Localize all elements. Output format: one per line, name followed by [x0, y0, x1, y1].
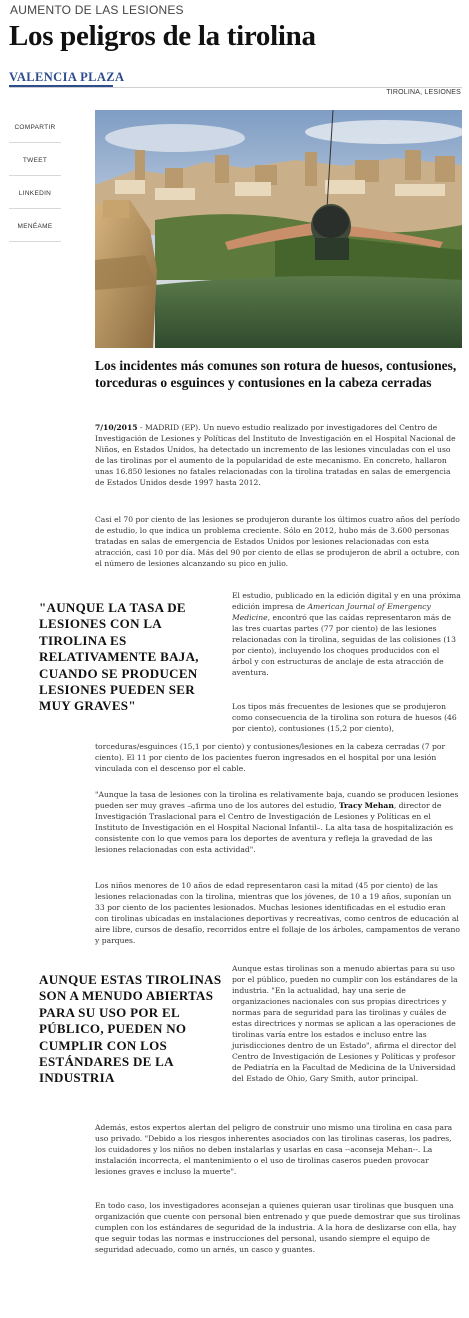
author-name: Tracy Mehan: [338, 801, 394, 810]
body-paragraph-6: Los niños menores de 10 años de edad representaron casi la mitad (45 por ciento) de las lesiones relacionadas con la tirolina, mientras que los jóvenes, de 10 a 19 años, suponían un 33 por ciento de los pacientes lesionados. Muchas lesiones identificadas en el estudio eran con tirolinas ubicadas en instalaciones deportivas y recreativas, como centros de educación al aire libre, cursos de desafío, recorridos entre el follaje de los árboles, campamentos de verano y parques.: [95, 881, 461, 945]
body-paragraph-7: Aunque estas tirolinas son a menudo abiertas para su uso por el público, pueden no cumplir con los estándares de la industria. "En la actualidad, hay una serie de organizaciones nacionales con sus propias directrices y normas para de seguridad para las tirolinas y cuáles de estas directrices y normas se aplican a las operaciones de tirolinas varía entre los estados e incluso entre las jurisdicciones dentro de un Estado", afirma el director del Centro de Investigación de Lesiones y Políticas y profesor de Pediatría en la Facultad de Medicina de la Universidad del Estado de Ohio, Gary Smith, autor principal.: [232, 964, 458, 1083]
article-kicker: AUMENTO DE LAS LESIONES: [10, 3, 184, 17]
paragraph-3-text-b: , encontró que las caídas representaron más de las tres cuartas partes (77 por ciento) de las lesiones relacionadas con la tirolina, seguidas de las colisiones (13 por ciento), incluyendo los choques producidos con el árbol y con estructuras de anclaje de esta atracción de aventura.: [232, 613, 456, 677]
article-headline: Los peligros de la tirolina: [9, 20, 316, 52]
body-paragraph-8: Además, estos expertos alertan del peligro de construir uno mismo una tirolina en casa para uso privado. "Debido a los riesgos inherentes asociados con las tirolinas caseras, los padres, los cuidadores y los niños no deben instalarlas y usarlas en casa --aconseja Mehan--. La instalación incorrecta, el mantenimiento o el uso de tirolinas caseros pueden provocar lesiones graves e incluso la muerte".: [95, 1123, 453, 1176]
paragraph-5-text-b: , director de Investigación Traslacional para el Centro de Investigación de Lesiones y Políticas en el Instituto de Investigación en el Hospital Nacional Infantil–. La alta tasa de hospitalización es consistente con lo que vemos para los deportes de aventura y refleja la gravedad de las lesiones relacionadas con esta actividad".: [95, 801, 453, 854]
article-date: 7/10/2015: [95, 423, 138, 432]
header-divider: [9, 87, 462, 88]
pull-quote-2: AUNQUE ESTAS TIROLINAS SON A MENUDO ABIERTAS PARA SU USO POR EL PÚBLICO, PUEDEN NO CUMPLIR CON LOS ESTÁNDARES DE LA INDUSTRIA: [39, 972, 222, 1086]
share-sidebar: [9, 110, 61, 242]
paragraph-3-text-a: El estudio, publicado en la edición digital y en una próxima edición impresa de: [232, 591, 461, 611]
source-brand-link[interactable]: VALENCIA PLAZA: [9, 70, 125, 84]
paragraph-1-text: - MADRID (EP). Un nuevo estudio realizado por investigadores del Centro de Investigación de Lesiones y Políticas del Instituto de Investigación en el Hospital Nacional de Niños, en Estados Unidos, ha detectado un incremento de las lesiones vinculadas con el uso de las tirolinas por el aumento de la popularidad de este mecanismo. En concreto, hallaron unas 16.850 lesiones no fatales relacionadas con la tirolina tratadas en salas de emergencia de Estados Unidos desde 1997 hasta 2012.: [95, 423, 456, 487]
body-paragraph-9: En todo caso, los investigadores aconsejan a quienes quieran usar tirolinas que busquen una organización que cuente con personal bien entrenado y que puede demostrar que sus tirolinas cumplen con los estándares de seguridad de la industria. A la hora de deslizarse con ella, hay que seguir todas las normas e instrucciones del personal, usando siempre el equipo de seguridad adecuado, como un arnés, un casco y guantes.: [95, 1201, 461, 1254]
share-linkedin-button[interactable]: LINKEDIN: [9, 176, 61, 209]
paragraph-5-text-a: "Aunque la tasa de lesiones con la tirolina es relativamente baja, cuando se producen lesiones pueden ser muy graves –afirma uno de los autores del estudio,: [95, 790, 459, 810]
article-tags[interactable]: TIROLINA, LESIONES: [386, 89, 461, 96]
body-paragraph-4b: torceduras/esguinces (15,1 por ciento) y contusiones/lesiones en la cabeza cerradas (7 por ciento). El 11 por ciento de los pacientes fueron ingresados en el hospital por una lesión vinculada con el descenso por el cable.: [95, 742, 446, 773]
body-paragraph-3: [232, 590, 461, 678]
journal-name: American Journal of Emergency Medicine: [232, 602, 431, 622]
body-paragraph-5: [95, 789, 461, 855]
share-meneame-button[interactable]: MENÉAME: [9, 209, 61, 242]
body-paragraph-2: Casi el 70 por ciento de las lesiones se produjeron durante los últimos cuatro años del período de estudio, lo que indica un problema creciente. Sólo en 2012, hubo más de 3.600 personas tratadas en salas de emergencia de Estados Unidos por lesiones relacionadas con esta atracción, casi 10 por día. Más del 90 por ciento de ellas se produjeron de abril a octubre, con el número de lesiones alcanzando su pico en julio.: [95, 515, 460, 568]
share-compartir-button[interactable]: COMPARTIR: [9, 110, 61, 143]
article-subtitle: Los incidentes más comunes son rotura de huesos, contusiones, torceduras o esguinces y contusiones en la cabeza cerradas: [95, 358, 457, 390]
body-paragraph-4a: Los tipos más frecuentes de lesiones que se produjeron como consecuencia de la tirolina son rotura de huesos (46 por ciento), contusiones (15,2 por ciento),: [232, 702, 457, 733]
body-paragraph-1: [95, 422, 461, 488]
hero-photo: [95, 110, 462, 348]
share-tweet-button[interactable]: TWEET: [9, 143, 61, 176]
pull-quote-1: "AUNQUE LA TASA DE LESIONES CON LA TIROLINA ES RELATIVAMENTE BAJA, CUANDO SE PRODUCEN LESIONES PUEDEN SER MUY GRAVES": [39, 600, 199, 714]
zipline-landscape-image: [95, 110, 462, 348]
